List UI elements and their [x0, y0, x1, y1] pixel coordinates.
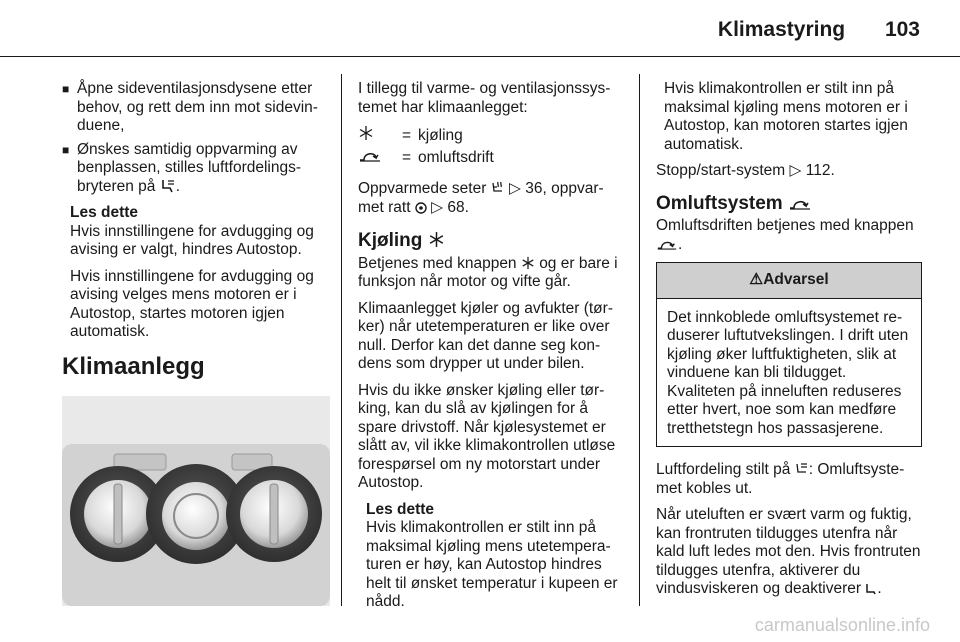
recirculation-icon	[358, 149, 382, 163]
header-rule	[0, 56, 960, 57]
bullet-icon: ■	[62, 142, 70, 157]
climate-panel-illustration	[62, 396, 330, 606]
note-box	[358, 501, 622, 612]
column-2	[358, 80, 622, 620]
column-1	[62, 80, 326, 606]
note-box	[62, 204, 326, 342]
heated-steering-wheel-icon	[415, 202, 427, 214]
column-3	[656, 80, 922, 607]
intro-text: I tillegg til varme- og ventilasjonssystemet har klimaanlegget:	[358, 80, 611, 116]
warning-icon: ⚠	[749, 271, 764, 288]
section-heading: Klimaanlegg	[62, 352, 205, 380]
warning-text: Det innkoblede omluftsystemet reduserer luftutvekslingen. I drift uten kjøling øker luftfuktigheten, slik at vinduene kan bli tildugget. Kvaliteten på inneluften reduseres etter hvert, noe som kan medføre tretthetstegn hos passasjerene.	[667, 308, 909, 437]
recirculation-icon	[656, 238, 678, 251]
note-continuation: Hvis klimakontrollen er stilt inn på maksimal kjøling mens motoren er i Autostop, kan motoren startes igjen automatisk.	[664, 80, 908, 153]
recirculation-icon	[788, 197, 812, 211]
seats-text: Oppvarmede seter ▷ 36, oppvarmet ratt ▷ 68.	[358, 180, 604, 216]
column-divider-2	[639, 74, 640, 606]
symbol-row-recirculation: = omluftsdrift	[358, 149, 622, 169]
footwell-seat-air-icon	[160, 179, 176, 193]
bullet-icon: ■	[62, 82, 70, 96]
note-text: Hvis innstillingene for avdugging og avising velges mens motoren er i Autostop, startes motoren igjen automatisk.	[70, 267, 314, 340]
heated-seat-icon	[491, 181, 505, 195]
page-ref-icon: ▷	[431, 198, 444, 216]
body-text: Når uteluften er svært varm og fuktig, kan frontruten tildugges utenfra når kald luft ledes mot den. Hvis frontruten tildugges utenfra, aktiverer du vindusviskeren og deaktiverer .	[656, 506, 921, 597]
note-text: Hvis innstillingene for avdugging og avising er valgt, hindres Autostop.	[70, 222, 314, 258]
warning-header: ⚠Advarsel	[657, 263, 921, 299]
page-header	[718, 18, 920, 42]
symbol-label: kjøling	[418, 126, 463, 144]
note-title: Les dette	[366, 500, 435, 518]
symbol-row-cooling: = kjøling	[358, 125, 622, 147]
page-ref-icon: ▷	[789, 162, 802, 179]
warning-box	[656, 262, 922, 447]
section-heading: Kjøling	[358, 231, 622, 251]
section-heading: Omluftsystem	[656, 195, 922, 214]
page-number: 103	[884, 18, 920, 41]
body-text: Omluftsdriften betjenes med knappen .	[656, 217, 914, 253]
body-text: Betjenes med knappen og er bare i funksjon når motor og vifte går.	[358, 254, 618, 290]
symbol-label: omluftsdrift	[418, 149, 494, 166]
column-divider-1	[341, 74, 342, 606]
snowflake-icon	[521, 256, 535, 270]
note-text: Hvis klimakontrollen er stilt inn på maksimal kjøling mens utetemperaturen er høy, kan Autostop hindres helt til ønsket temperatur i kupeen er nådd.	[366, 519, 618, 610]
page-ref-icon: ▷	[509, 180, 521, 197]
body-text: Klimaanlegget kjøler og avfukter (tørker) når utetemperaturen er like over null. Derfor kan det danne seg kondens som drypper ut under bilen.	[358, 299, 613, 372]
climate-control-photo	[62, 396, 330, 606]
body-text: Hvis du ikke ønsker kjøling eller tørking, kan du slå av kjølingen for å spare drivstoff. Når kjølesystemet er slått av, vil ikke klimakontrollen utløse forespørsel om ny motorstart under Autostop.	[358, 381, 616, 491]
watermark: carmanualsonline.info	[754, 615, 930, 635]
chapter-title: Klimastyring	[717, 18, 846, 41]
snowflake-icon	[428, 231, 445, 248]
footwell-air-icon	[865, 583, 877, 595]
list-item: ■ Ønskes samtidig oppvarming av benplassen, stilles luftfordelingsbryteren på .	[62, 140, 302, 195]
body-text: Stopp/start-system ▷ 112.	[656, 162, 835, 179]
note-title: Les dette	[70, 204, 139, 221]
windscreen-air-icon	[795, 462, 809, 476]
list-item: ■ Åpne sideventilasjonsdysene etter behov, og rett dem inn mot sidevinduene,	[62, 80, 318, 134]
body-text: Luftfordeling stilt på : Omluftsystemet kobles ut.	[656, 461, 905, 497]
snowflake-icon	[358, 125, 374, 141]
